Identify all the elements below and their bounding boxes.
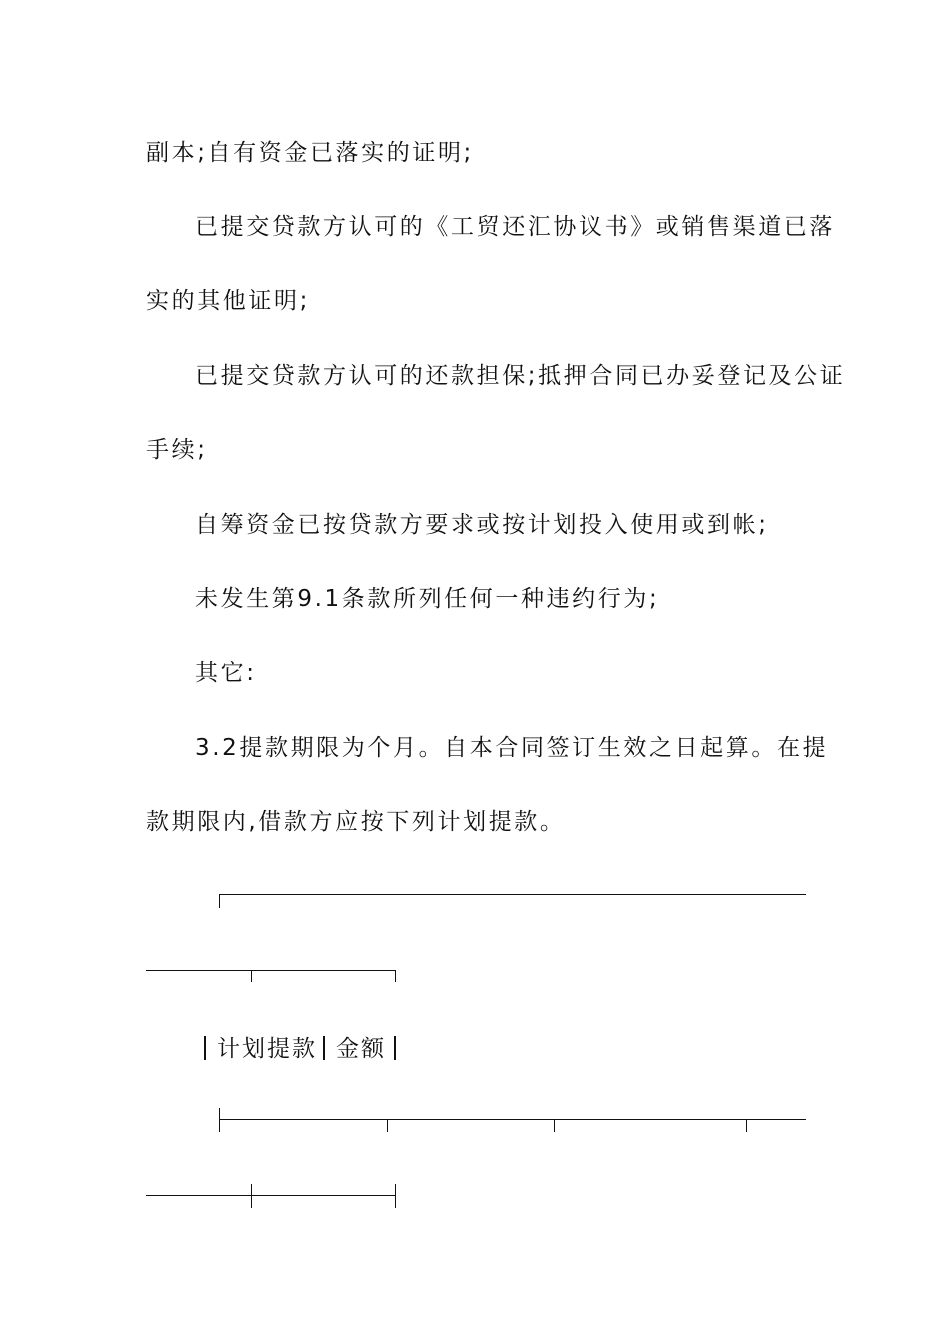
paragraph-line: 副本;自有资金已落实的证明; bbox=[146, 140, 474, 166]
paragraph-line: 3.2提款期限为个月。自本合同签订生效之日起算。在提 bbox=[195, 735, 829, 761]
table-separator bbox=[219, 1119, 806, 1120]
table-tick bbox=[251, 970, 252, 982]
table-cell-border bbox=[394, 1036, 396, 1060]
table-tick bbox=[554, 1119, 555, 1132]
paragraph-line: 实的其他证明; bbox=[146, 288, 310, 314]
table-tick bbox=[387, 1119, 388, 1132]
paragraph-line: 已提交贷款方认可的《工贸还汇协议书》或销售渠道已落 bbox=[195, 214, 835, 240]
paragraph-line: 手续; bbox=[146, 437, 208, 463]
table-top-border bbox=[219, 894, 806, 895]
table-tick bbox=[251, 1184, 252, 1208]
paragraph-line: 款期限内,借款方应按下列计划提款。 bbox=[146, 809, 566, 835]
table-header-plan: 计划提款 bbox=[217, 1036, 317, 1062]
table-tick bbox=[395, 1184, 396, 1208]
paragraph-line: 已提交贷款方认可的还款担保;抵押合同已办妥登记及公证 bbox=[195, 363, 846, 389]
table-tick bbox=[219, 1108, 220, 1132]
table-corner bbox=[219, 894, 220, 908]
table-cell-border bbox=[204, 1036, 206, 1060]
paragraph-line: 未发生第9.1条款所列任何一种违约行为; bbox=[195, 586, 660, 612]
table-tick bbox=[395, 970, 396, 982]
paragraph-line: 其它: bbox=[195, 660, 257, 686]
table-tick bbox=[746, 1119, 747, 1132]
table-cell-border bbox=[323, 1036, 325, 1060]
table-border-continuation bbox=[146, 970, 396, 971]
paragraph-line: 自筹资金已按贷款方要求或按计划投入使用或到帐; bbox=[195, 512, 769, 538]
table-separator-continuation bbox=[146, 1195, 396, 1196]
table-header-amount: 金额 bbox=[336, 1036, 386, 1062]
